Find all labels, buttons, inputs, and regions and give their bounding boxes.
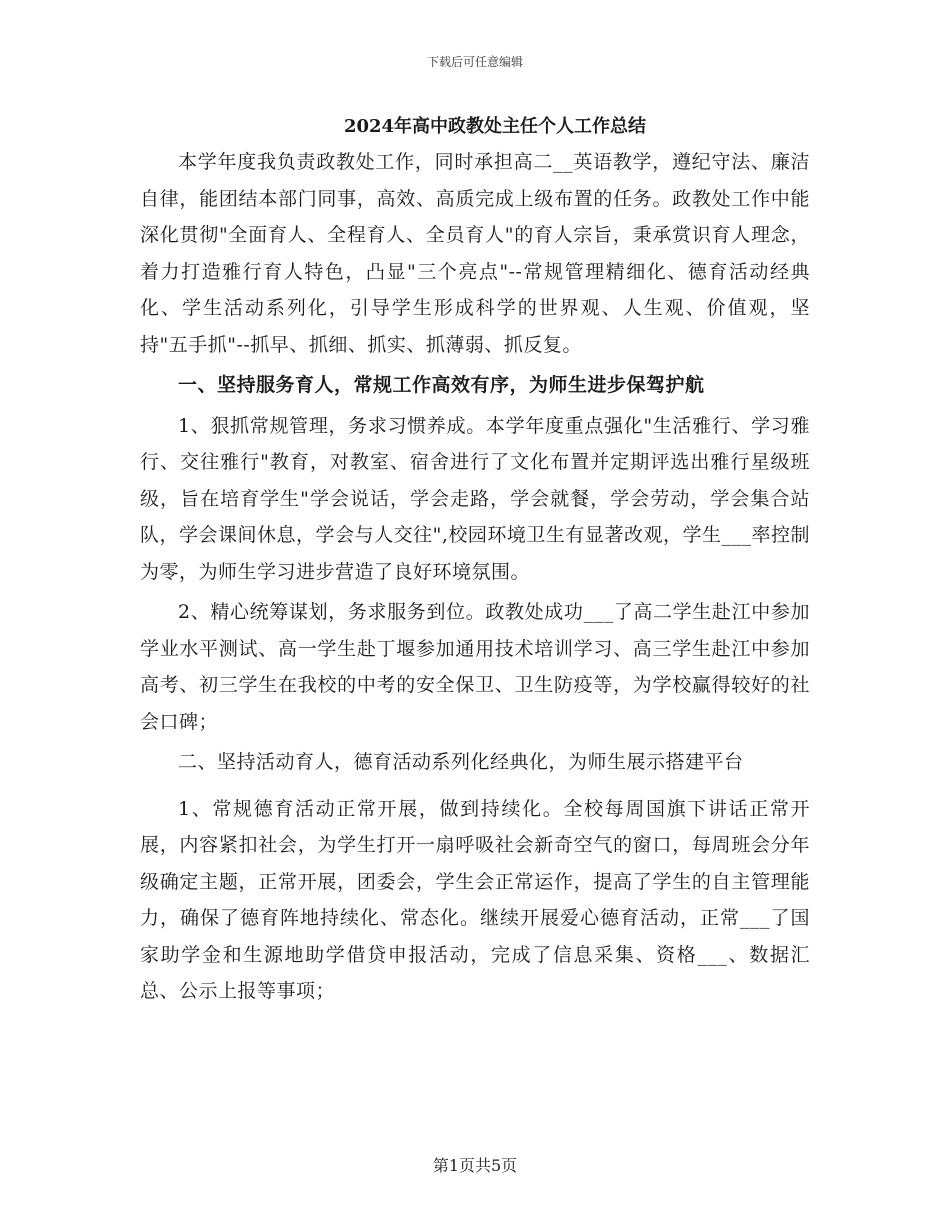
paragraph-routine-management: 1、狠抓常规管理，务求习惯养成。本学年度重点强化"生活雅行、学习雅行、交往雅行"教育，对教室、宿舍进行了文化布置并定期评选出雅行星级班级，旨在培育学生"学会说话，学会走路，学会就餐，学会劳动，学会集合站队，学会课间休息，学会与人交往",校园环境卫生有显著改观，学生___率控制为零，为师生学习进步营造了良好环境氛围。 — [140, 414, 810, 583]
intro-paragraph: 本学年度我负责政教处工作，同时承担高二__英语教学，遵纪守法、廉洁自律，能团结本部门同事，高效、高质完成上级布置的任务。政教处工作中能深化贯彻"全面育人、全程育人、全员育人"的育人宗旨，秉承赏识育人理念，着力打造雅行育人特色，凸显"三个亮点"--常规管理精细化、德育活动经典化、学生活动系列化，引导学生形成科学的世界观、人生观、价值观，坚持"五手抓"--抓早、抓细、抓实、抓薄弱、抓反复。 — [140, 151, 810, 356]
section-heading-2: 二、坚持活动育人，德育活动系列化经典化，为师生展示搭建平台 — [178, 751, 744, 773]
section-heading-1: 一、坚持服务育人，常规工作高效有序，为师生进步保驾护航 — [178, 374, 705, 396]
document-body — [140, 110, 810, 1010]
document-title: 2024年高中政教处主任个人工作总结 — [343, 116, 647, 137]
paragraph-service: 2、精心统筹谋划，务求服务到位。政教处成功___了高二学生赴江中参加学业水平测试、高一学生赴丁堰参加通用技术培训学习、高三学生赴江中参加高考、初三学生在我校的中考的安全保卫、卫生防疫等，为学校赢得较好的社会口碑； — [140, 601, 810, 733]
page-number: 第1页共5页 — [432, 1156, 518, 1175]
paragraph-moral-activities: 1、常规德育活动正常开展，做到持续化。全校每周国旗下讲话正常开展，内容紧扣社会，为学生打开一扇呼吸社会新奇空气的窗口，每周班会分年级确定主题，正常开展，团委会，学生会正常运作，提高了学生的自主管理能力，确保了德育阵地持续化、常态化。继续开展爱心德育活动，正常___了国家助学金和生源地助学借贷申报活动，完成了信息采集、资格___、数据汇总、公示上报等事项； — [140, 797, 810, 1002]
header-note: 下载后可任意编辑 — [426, 55, 523, 69]
